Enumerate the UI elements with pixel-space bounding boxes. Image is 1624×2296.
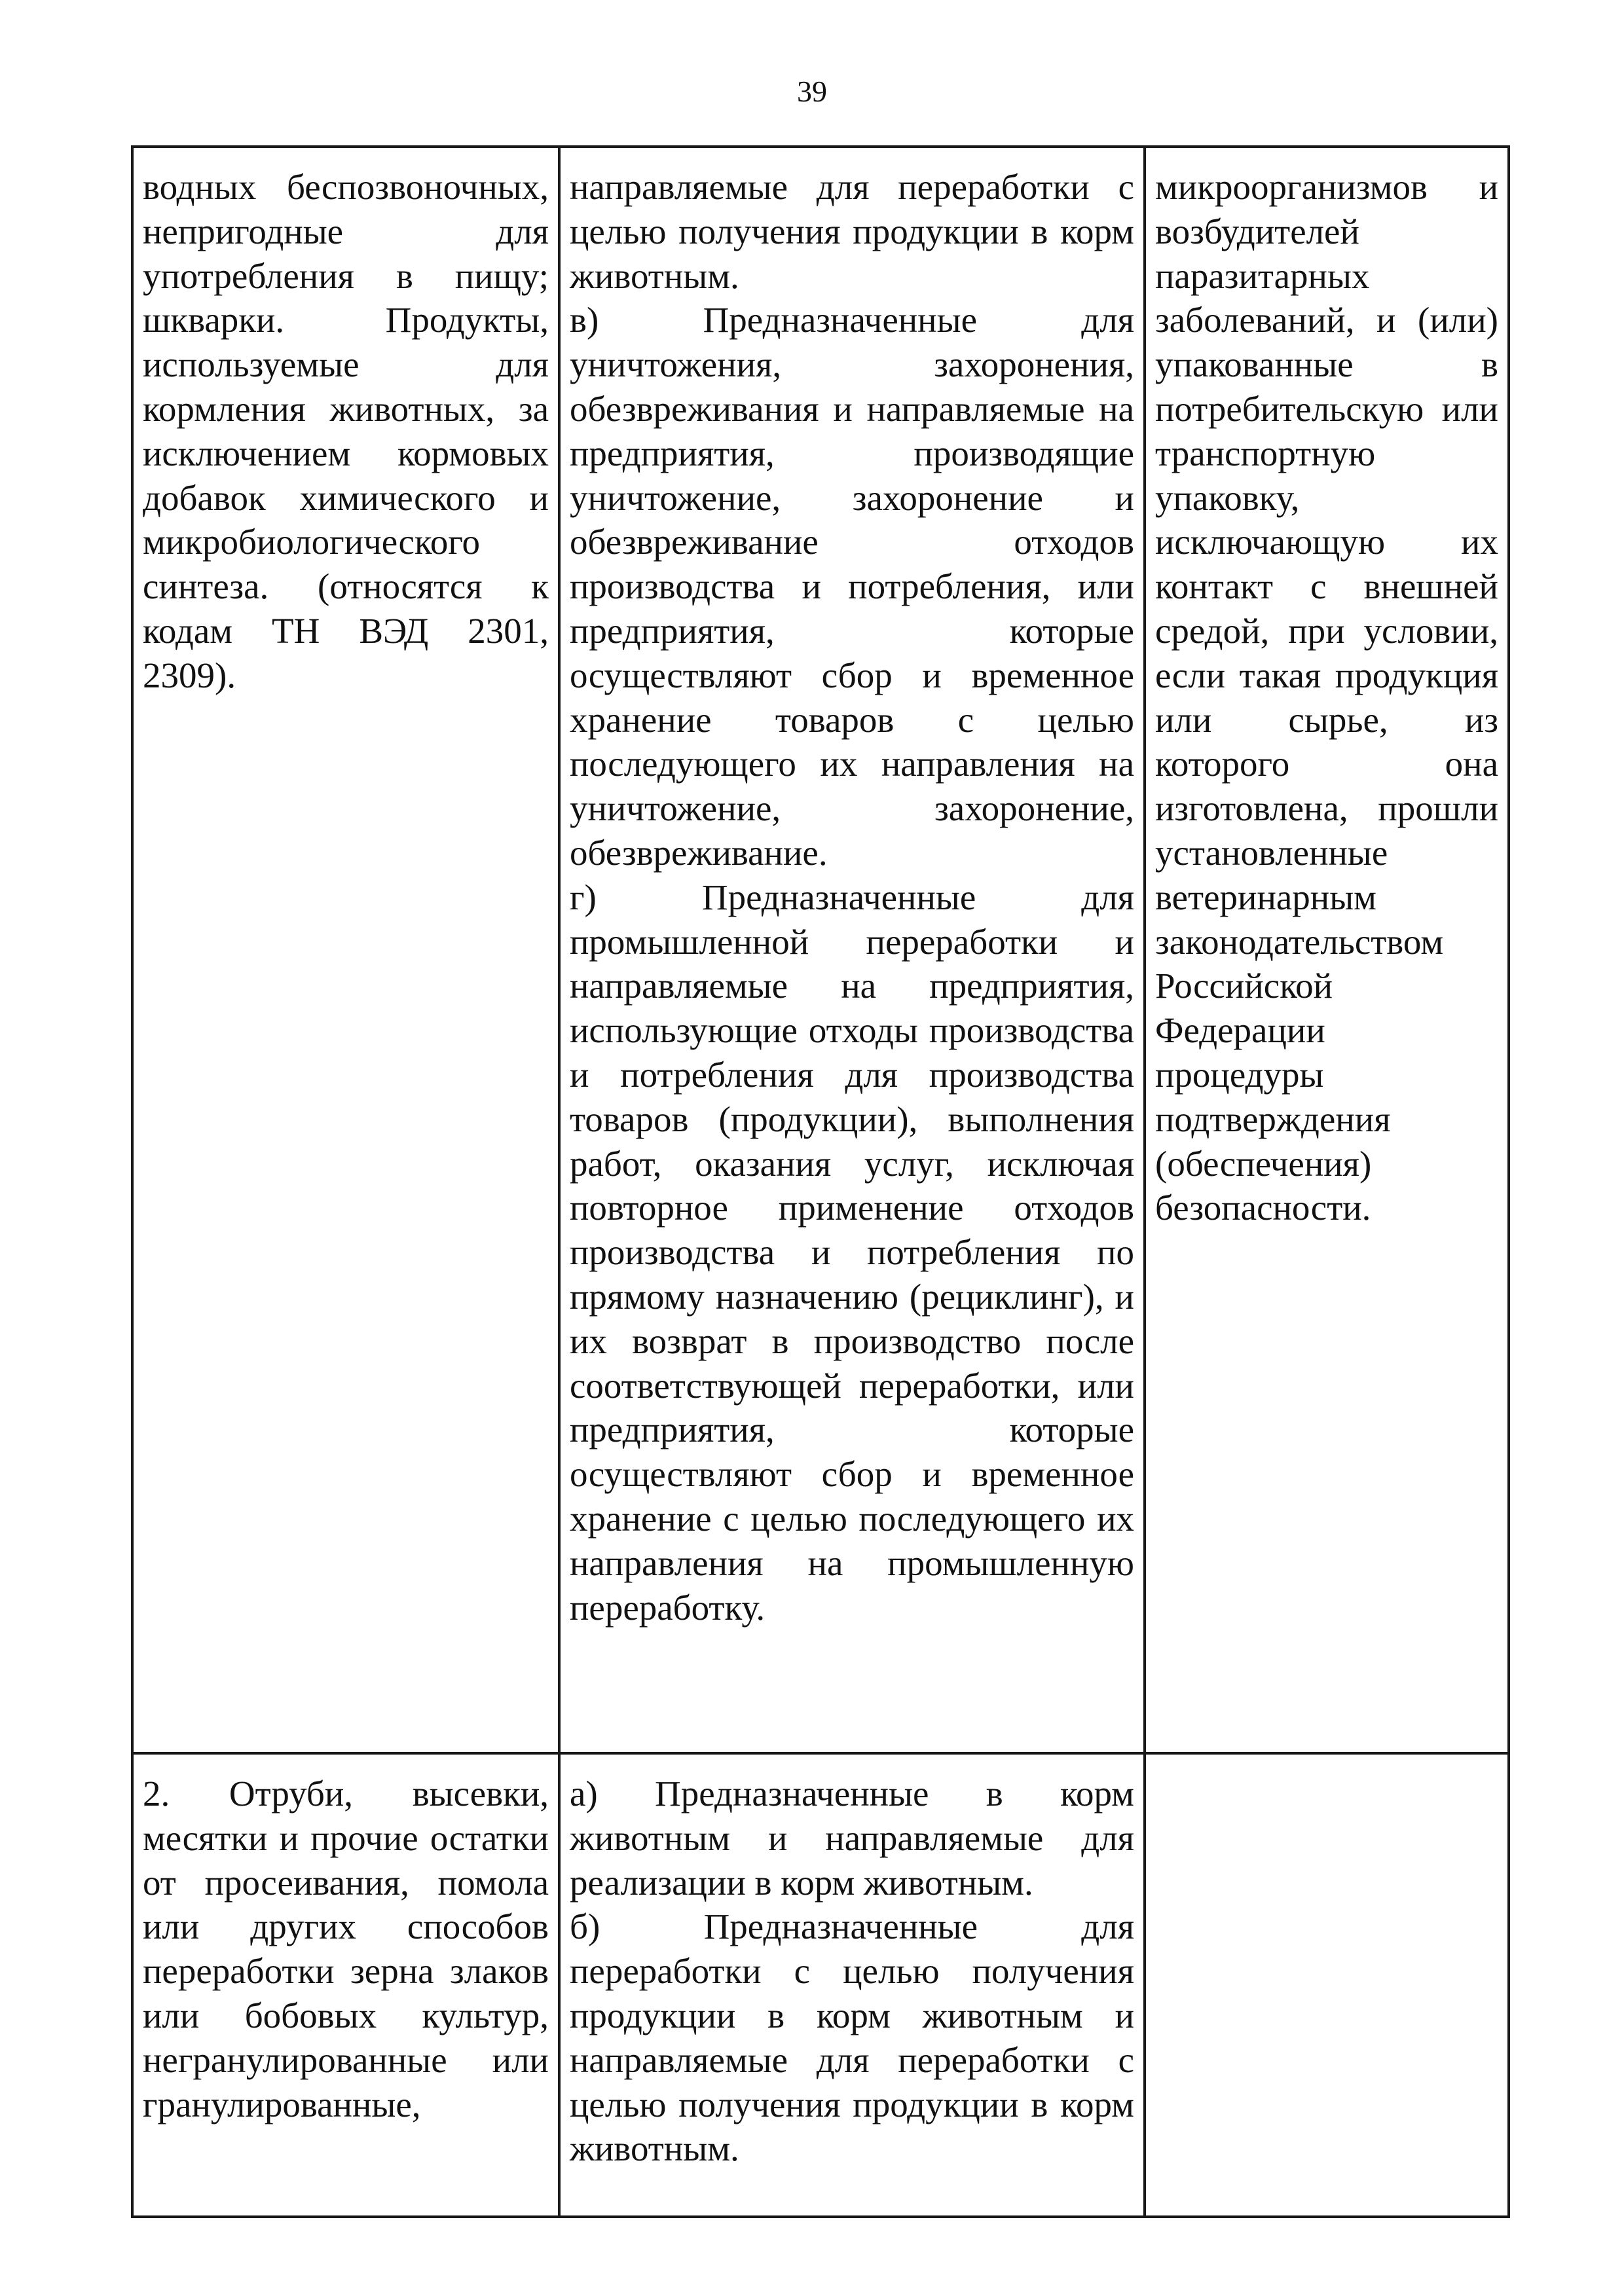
product-text: водных беспозвоночных, непригодные для употребления в пищу; шкварки. Продукты, используемые для кормления животных, за исключением кормовых добавок химического и микробиологического синтеза. (относятся к кодам ТН ВЭД 2301, 2309). <box>143 167 549 695</box>
purpose-paragraph: б) Предназначенные для переработки с целью получения продукции в корм животным и направляемые для переработки с целью получения продукции в корм животным. <box>570 1906 1134 2169</box>
condition-text: микроорганизмов и возбудителей паразитарных заболеваний, и (или) упакованные в потребительскую или транспортную упаковку, исключающую их контакт с внешней средой, при условии, если такая продукция или сырье, из которого она изготовлена, прошли установленные ветеринарным законодательством Российской Федерации процедуры подтверждения (обеспечения) безопасности. <box>1155 167 1498 1228</box>
product-cell <box>132 147 559 1753</box>
purpose-paragraph: направляемые для переработки с целью получения продукции в корм животным. <box>570 167 1134 296</box>
purpose-paragraph: в) Предназначенные для уничтожения, захоронения, обезвреживания и направляемые на предприятия, производящие уничтожение, захоронение и обезвреживание отходов производства и потребления, или предприятия, которые осуществляют сбор и временное хранение товаров с целью последующего их направления на уничтожение, захоронение, обезвреживание. <box>570 300 1134 873</box>
product-cell <box>132 1753 559 2217</box>
product-text: 2. Отруби, высевки, месятки и прочие остатки от просеивания, помола или других способов переработки зерна злаков или бобовых культур, негранулированные или гранулированные, <box>143 1774 549 2124</box>
purpose-cell <box>559 1753 1145 2217</box>
condition-cell <box>1145 147 1509 1753</box>
table-row <box>132 1753 1509 2217</box>
purpose-paragraph: а) Предназначенные в корм животным и направляемые для реализации в корм животным. <box>570 1774 1134 1903</box>
condition-cell <box>1145 1753 1509 2217</box>
page-number: 39 <box>797 75 827 108</box>
purpose-paragraph: г) Предназначенные для промышленной переработки и направляемые на предприятия, использующие отходы производства и потребления для производства товаров (продукции), выполнения работ, оказания услуг, исключая повторное применение отходов производства и потребления по прямому назначению (рециклинг), и их возврат в производство после соответствующей переработки, или предприятия, которые осуществляют сбор и временное хранение с целью последующего их направления на промышленную переработку. <box>570 877 1134 1628</box>
table-row <box>132 147 1509 1753</box>
regulation-table <box>131 145 1510 2218</box>
purpose-cell <box>559 147 1145 1753</box>
